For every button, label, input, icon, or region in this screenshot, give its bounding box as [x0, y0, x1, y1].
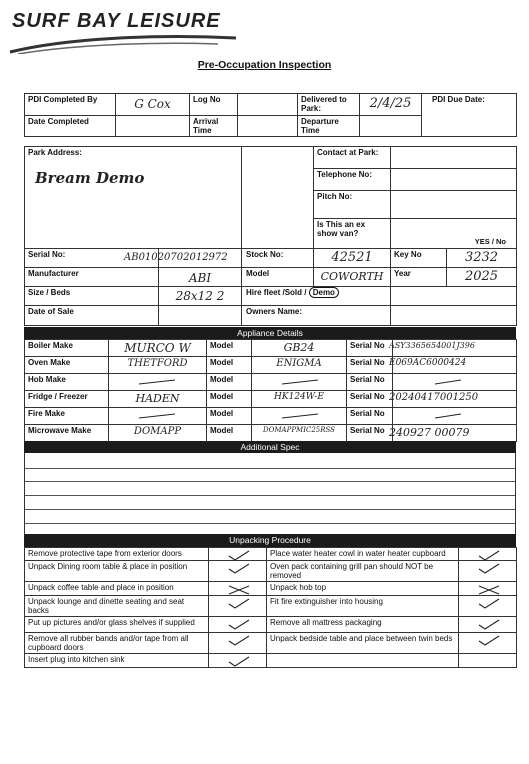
additional-spec-header: Additional Spec — [24, 441, 516, 453]
tick-icon — [477, 634, 501, 647]
appliance-model-field[interactable] — [252, 374, 347, 391]
appliance-model-label: Model — [207, 408, 252, 425]
dash-mark-icon — [433, 378, 463, 386]
appliance-serial-value: E069AC6000424 — [389, 358, 467, 368]
unpacking-task-left: Remove protective tape from exterior doors — [25, 548, 209, 561]
tick-icon — [227, 655, 251, 668]
spec-line — [25, 495, 515, 496]
year-value: 2025 — [464, 269, 499, 284]
unpacking-task-right: Oven pack containing grill pan should NOT be removed — [267, 561, 459, 582]
contact-label: Contact at Park: — [314, 147, 391, 169]
unpacking-task-left: Put up pictures and/or glass shelves if supplied — [25, 617, 209, 633]
appliance-model-value: ENIGMA — [276, 358, 322, 369]
size-beds-value: 28x12 2 — [175, 289, 225, 303]
unpacking-row — [25, 548, 517, 561]
arrival-time-label: Arrival Time — [190, 116, 238, 137]
appliance-serial-label: Serial No — [347, 425, 393, 442]
appliance-row — [25, 391, 517, 408]
unpacking-procedure-header: Unpacking Procedure — [24, 534, 516, 547]
appliance-row — [25, 340, 517, 357]
key-no-label: Key No — [391, 249, 447, 268]
serial-no-field[interactable] — [124, 249, 242, 268]
arrival-time-field[interactable] — [238, 116, 298, 137]
unpacking-row — [25, 596, 517, 617]
appliance-make-field[interactable] — [109, 357, 207, 374]
appliance-model-value: HK124W-E — [274, 392, 324, 402]
unpacking-row — [25, 582, 517, 596]
spec-line — [25, 481, 515, 482]
contact-field[interactable] — [391, 147, 517, 169]
appliance-table — [24, 339, 517, 442]
pitch-field[interactable] — [391, 191, 517, 219]
tick-icon — [227, 597, 251, 610]
unpacking-task-right: Unpack bedside table and place between twin beds — [267, 633, 459, 654]
appliance-serial-value: ASY3365654001J396 — [389, 341, 475, 350]
appliance-serial-value: 20240417001250 — [389, 392, 479, 403]
hire-fleet-cell[interactable] — [242, 287, 391, 306]
appliance-make-field[interactable] — [109, 391, 207, 408]
owners-name-label: Owners Name: — [242, 306, 391, 326]
appliance-row — [25, 408, 517, 425]
park-details-table — [24, 146, 517, 326]
park-address-cell[interactable] — [25, 147, 242, 249]
appliance-model-label: Model — [207, 357, 252, 374]
appliance-model-label: Model — [207, 340, 252, 357]
unpacking-check-left[interactable] — [209, 633, 267, 654]
year-field[interactable] — [447, 268, 517, 287]
appliance-label: Microwave Make — [25, 425, 109, 442]
dash-mark-icon — [137, 412, 177, 420]
ex-show-field[interactable] — [391, 219, 517, 249]
telephone-field[interactable] — [391, 169, 517, 191]
unpacking-task-right: Unpack hob top — [267, 582, 459, 596]
pitch-label: Pitch No: — [314, 191, 391, 219]
tick-icon — [227, 634, 251, 647]
appliance-serial-label: Serial No — [347, 374, 393, 391]
pdi-due-date-label: PDI Due Date: — [422, 94, 517, 137]
delivered-label: Delivered to Park: — [298, 94, 360, 116]
appliance-serial-field[interactable] — [393, 374, 517, 391]
unpacking-task-left: Remove all rubber bands and/or tape from all cupboard doors — [25, 633, 209, 654]
tick-icon — [227, 549, 251, 561]
unpacking-check-left[interactable] — [209, 548, 267, 561]
appliance-label: Fridge / Freezer — [25, 391, 109, 408]
tick-icon — [227, 618, 251, 631]
appliance-row — [25, 425, 517, 442]
cross-mark-icon — [477, 583, 501, 596]
dash-mark-icon — [280, 412, 320, 420]
date-of-sale-field[interactable] — [159, 306, 242, 326]
additional-spec-area[interactable] — [24, 453, 516, 539]
appliance-make-field[interactable] — [109, 425, 207, 442]
unpacking-check-left[interactable] — [209, 582, 267, 596]
unpacking-row — [25, 617, 517, 633]
unpacking-row — [25, 633, 517, 654]
unpacking-check-left[interactable] — [209, 654, 267, 668]
appliance-model-field[interactable] — [252, 425, 347, 442]
date-completed-field[interactable] — [116, 116, 190, 137]
model-label: Model — [242, 268, 314, 287]
cross-mark-icon — [227, 583, 251, 596]
dash-mark-icon — [137, 378, 177, 386]
appliance-serial-label: Serial No — [347, 391, 393, 408]
appliance-label: Hob Make — [25, 374, 109, 391]
unpacking-task-right — [267, 654, 459, 668]
appliance-make-value: MURCO W — [124, 341, 191, 355]
appliance-label: Fire Make — [25, 408, 109, 425]
delivered-field[interactable] — [360, 94, 422, 116]
year-label: Year — [391, 268, 447, 287]
appliance-make-field[interactable] — [109, 340, 207, 357]
departure-time-field[interactable] — [360, 116, 422, 137]
unpacking-check-right[interactable] — [459, 617, 517, 633]
hire-demo-circled: Demo — [309, 287, 339, 298]
appliance-serial-field[interactable] — [393, 408, 517, 425]
dash-mark-icon — [280, 378, 320, 386]
key-no-value: 3232 — [464, 250, 499, 265]
date-completed-label: Date Completed — [25, 116, 116, 137]
appliance-label: Oven Make — [25, 357, 109, 374]
appliance-make-field[interactable] — [109, 374, 207, 391]
appliance-model-label: Model — [207, 391, 252, 408]
owners-name-field[interactable] — [391, 306, 517, 326]
unpacking-check-left[interactable] — [209, 596, 267, 617]
unpacking-check-right[interactable] — [459, 548, 517, 561]
appliance-make-field[interactable] — [109, 408, 207, 425]
appliance-model-value: DOMAPPMIC25RSS — [263, 426, 335, 434]
appliance-serial-field[interactable] — [389, 357, 517, 374]
park-address-label: Park Address: — [28, 148, 82, 157]
appliance-model-field[interactable] — [252, 391, 347, 408]
appliance-model-label: Model — [207, 425, 252, 442]
yes-no-options: YES / No — [474, 237, 507, 246]
appliance-serial-value: 240927 00079 — [389, 426, 470, 439]
unpacking-task-left: Insert plug into kitchen sink — [25, 654, 209, 668]
appliance-serial-label: Serial No — [347, 357, 393, 374]
appliance-row — [25, 357, 517, 374]
appliance-details-header: Appliance Details — [24, 327, 516, 339]
appliance-make-value: THETFORD — [127, 358, 188, 369]
appliance-serial-field[interactable] — [389, 340, 517, 357]
appliance-serial-field[interactable] — [389, 425, 517, 442]
manufacturer-value: ABI — [188, 271, 212, 285]
unpacking-check-left[interactable] — [209, 617, 267, 633]
unpacking-check-right[interactable] — [459, 582, 517, 596]
ex-show-label: Is This an ex show van? — [314, 219, 391, 249]
page-title: Pre-Occupation Inspection — [197, 59, 332, 71]
tick-icon — [477, 562, 501, 575]
appliance-serial-field[interactable] — [389, 391, 517, 408]
appliance-model-field[interactable] — [252, 408, 347, 425]
appliance-serial-label: Serial No — [347, 340, 393, 357]
appliance-row — [25, 374, 517, 391]
pdi-completed-by-field[interactable] — [116, 94, 190, 116]
dash-mark-icon — [433, 412, 463, 420]
appliance-model-value: GB24 — [283, 341, 315, 354]
top-info-table — [24, 93, 517, 137]
hire-fleet-field[interactable] — [391, 287, 517, 306]
tick-icon — [227, 562, 251, 575]
appliance-model-field[interactable] — [252, 340, 347, 357]
unpacking-task-right: Fit fire extinguisher into housing — [267, 596, 459, 617]
serial-no-value: AB01020702012972 — [124, 252, 228, 263]
size-beds-field[interactable] — [159, 287, 242, 306]
stock-no-label: Stock No: — [242, 249, 314, 268]
unpacking-task-right: Remove all mattress packaging — [267, 617, 459, 633]
unpacking-task-left: Unpack lounge and dinette seating and seat backs — [25, 596, 209, 617]
date-of-sale-label: Date of Sale — [25, 306, 159, 326]
unpacking-check-left[interactable] — [209, 561, 267, 582]
appliance-model-field[interactable] — [252, 357, 347, 374]
logo-text: SURF BAY LEISURE — [12, 10, 221, 32]
appliance-model-label: Model — [207, 374, 252, 391]
spec-line — [25, 468, 515, 469]
unpacking-table — [24, 547, 517, 668]
log-no-field[interactable] — [238, 94, 298, 116]
manufacturer-field[interactable] — [159, 268, 242, 287]
model-field[interactable] — [314, 268, 391, 287]
size-beds-label: Size / Beds — [25, 287, 159, 306]
manufacturer-label: Manufacturer — [25, 268, 159, 287]
company-logo — [8, 8, 238, 53]
delivered-value: 2/4/25 — [369, 96, 412, 111]
tick-icon — [477, 549, 501, 561]
tick-icon — [477, 597, 501, 610]
tick-icon — [477, 618, 501, 631]
unpacking-task-left: Unpack Dining room table & place in position — [25, 561, 209, 582]
spec-line — [25, 509, 515, 510]
model-value: COWORTH — [320, 270, 384, 283]
departure-time-label: Departure Time — [298, 116, 360, 137]
stock-no-value: 42521 — [331, 250, 373, 265]
unpacking-check-right[interactable] — [459, 654, 517, 668]
unpacking-task-left: Unpack coffee table and place in position — [25, 582, 209, 596]
unpacking-row — [25, 561, 517, 582]
hire-fleet-label: Hire fleet /Sold / — [246, 288, 307, 297]
pdi-completed-by-label: PDI Completed By — [25, 94, 116, 116]
unpacking-check-right[interactable] — [459, 561, 517, 582]
unpacking-row — [25, 654, 517, 668]
appliance-label: Boiler Make — [25, 340, 109, 357]
appliance-make-value: DOMAPP — [133, 426, 182, 437]
unpacking-check-right[interactable] — [459, 633, 517, 654]
stock-no-field[interactable] — [314, 249, 391, 268]
unpacking-check-right[interactable] — [459, 596, 517, 617]
logo-swoosh-icon — [8, 32, 238, 54]
appliance-make-value: HADEN — [135, 392, 180, 405]
spec-line — [25, 523, 515, 524]
pdi-completed-by-value: G Cox — [134, 97, 171, 111]
key-no-field[interactable] — [447, 249, 517, 268]
unpacking-task-right: Place water heater cowl in water heater cupboard — [267, 548, 459, 561]
log-no-label: Log No — [190, 94, 238, 116]
appliance-serial-label: Serial No — [347, 408, 393, 425]
park-address-extra — [242, 147, 314, 249]
serial-no-label: Serial No: — [25, 249, 159, 268]
telephone-label: Telephone No: — [314, 169, 391, 191]
park-address-value: Bream Demo — [35, 169, 145, 187]
